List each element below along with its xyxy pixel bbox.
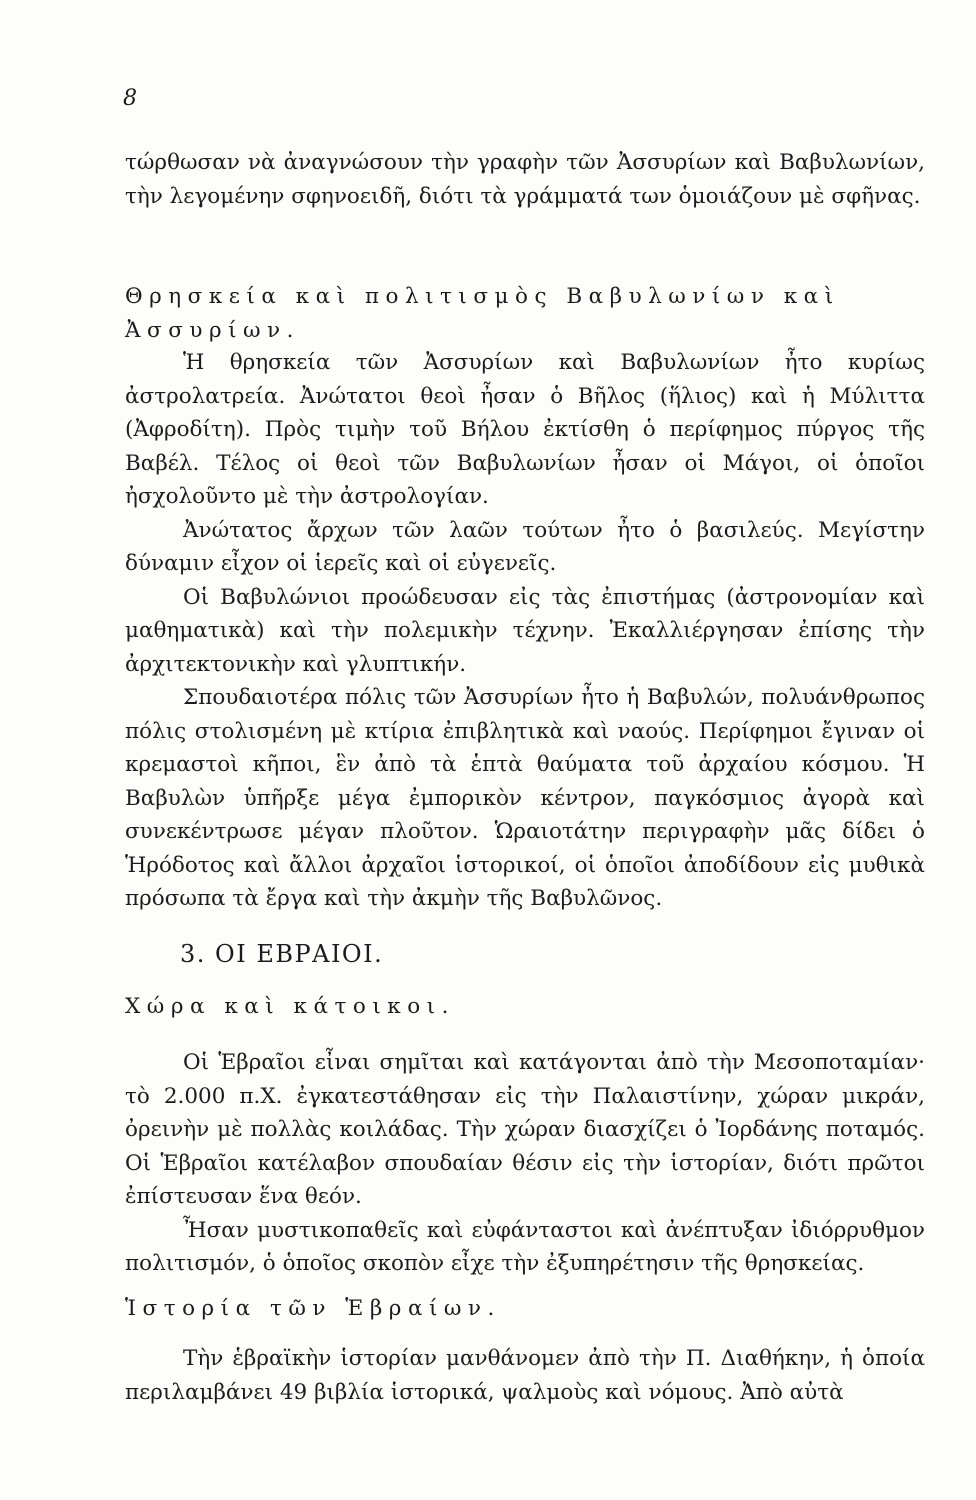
intro-paragraph: τώρθωσαν νὰ ἀναγνώσουν τὴν γραφὴν τῶν Ἀσσυρίων καὶ Βαβυλωνίων, τὴν λεγομένην σφηνοειδῆ, διότι τὰ γράμματά των ὁμοιάζουν μὲ σφῆνας.	[125, 150, 925, 209]
religion-section-body	[125, 346, 925, 916]
religion-paragraph-1: Ἡ θρησκεία τῶν Ἀσσυρίων καὶ Βαβυλωνίων ἦτο κυρίως ἀστρολατρεία. Ἀνώτατοι θεοὶ ἦσαν ὁ Βῆλος (ἥλιος) καὶ ἡ Μύλιττα (Ἀφροδίτη). Πρὸς τιμὴν τοῦ Βήλου ἐκτίσθη ὁ περίφημος πύργος τῆς Βαβέλ. Τέλος οἱ θεοὶ τῶν Βαβυλωνίων ἦσαν οἱ Μάγοι, οἱ ὁποῖοι ἠσχολοῦντο μὲ τὴν ἀστρολογίαν.	[125, 350, 925, 509]
history-section-heading: Ἱστορία τῶν Ἑβραίων.	[125, 1296, 501, 1321]
land-paragraph-1: Οἱ Ἑβραῖοι εἶναι σημῖται καὶ κατάγονται ἀπὸ τὴν Μεσοποταμίαν· τὸ 2.000 π.Χ. ἐγκατεστάθησαν εἰς τὴν Παλαιστίνην, χώραν μικράν, ὀρεινὴν μὲ πολλὰς κοιλάδας. Τὴν χώραν διασχίζει ὁ Ἰορδάνης ποταμός. Οἱ Ἑβραῖοι κατέλαβον σπουδαίαν θέσιν εἰς τὴν ἱστορίαν, διότι πρῶτοι ἐπίστευσαν ἕνα θεόν.	[125, 1050, 925, 1209]
religion-paragraph-2: Ἀνώτατος ἄρχων τῶν λαῶν τούτων ἦτο ὁ βασιλεύς. Μεγίστην δύναμιν εἶχον οἱ ἱερεῖς καὶ οἱ εὐγενεῖς.	[125, 517, 925, 576]
page-number: 8	[123, 86, 137, 111]
intro-text	[125, 146, 925, 213]
land-section-body	[125, 1046, 925, 1281]
land-paragraph-2: Ἦσαν μυστικοπαθεῖς καὶ εὐφάνταστοι καὶ ἀνέπτυξαν ἰδιόρρυθμον πολιτισμόν, ὁ ὁποῖος σκοπὸν εἶχε τὴν ἐξυπηρέτησιν τῆς θρησκείας.	[125, 1217, 925, 1276]
history-section-body	[125, 1342, 925, 1409]
chapter-title: 3. ΟΙ ΕΒΡΑΙΟΙ.	[180, 940, 384, 968]
history-paragraph-1: Τὴν ἑβραϊκὴν ἱστορίαν μανθάνομεν ἀπὸ τὴν Π. Διαθήκην, ἡ ὁποία περιλαμβάνει 49 βιβλία ἱστορικά, ψαλμοὺς καὶ νόμους. Ἀπὸ αὐτὰ	[125, 1346, 925, 1405]
religion-section-heading: Θρησκεία καὶ πολιτισμὸς Βαβυλωνίων καὶ Ἀσσυρίων.	[125, 284, 840, 343]
land-section-heading: Χώρα καὶ κάτοικοι.	[125, 994, 455, 1019]
religion-paragraph-4: Σπουδαιοτέρα πόλις τῶν Ἀσσυρίων ἦτο ἡ Βαβυλών, πολυάνθρωπος πόλις στολισμένη μὲ κτίρια ἐπιβλητικὰ καὶ ναούς. Περίφημοι ἔγιναν οἱ κρεμαστοὶ κῆποι, ἓν ἀπὸ τὰ ἑπτὰ θαύματα τοῦ ἀρχαίου κόσμου. Ἡ Βαβυλὼν ὑπῆρξε μέγα ἐμπορικὸν κέντρον, παγκόσμιος ἀγορὰ καὶ συνεκέντρωσε μέγαν πλοῦτον. Ὡραιοτάτην περιγραφὴν μᾶς δίδει ὁ Ἡρόδοτος καὶ ἄλλοι ἀρχαῖοι ἱστορικοί, οἱ ὁποῖοι ἀποδίδουν εἰς μυθικὰ πρόσωπα τὰ ἔργα καὶ τὴν ἀκμὴν τῆς Βαβυλῶνος.	[125, 685, 925, 911]
religion-paragraph-3: Οἱ Βαβυλώνιοι προώδευσαν εἰς τὰς ἐπιστήμας (ἀστρονομίαν καὶ μαθηματικὰ) καὶ τὴν πολεμικὴν τέχνην. Ἐκαλλιέργησαν ἐπίσης τὴν ἀρχιτεκτονικὴν καὶ γλυπτικήν.	[125, 584, 925, 677]
